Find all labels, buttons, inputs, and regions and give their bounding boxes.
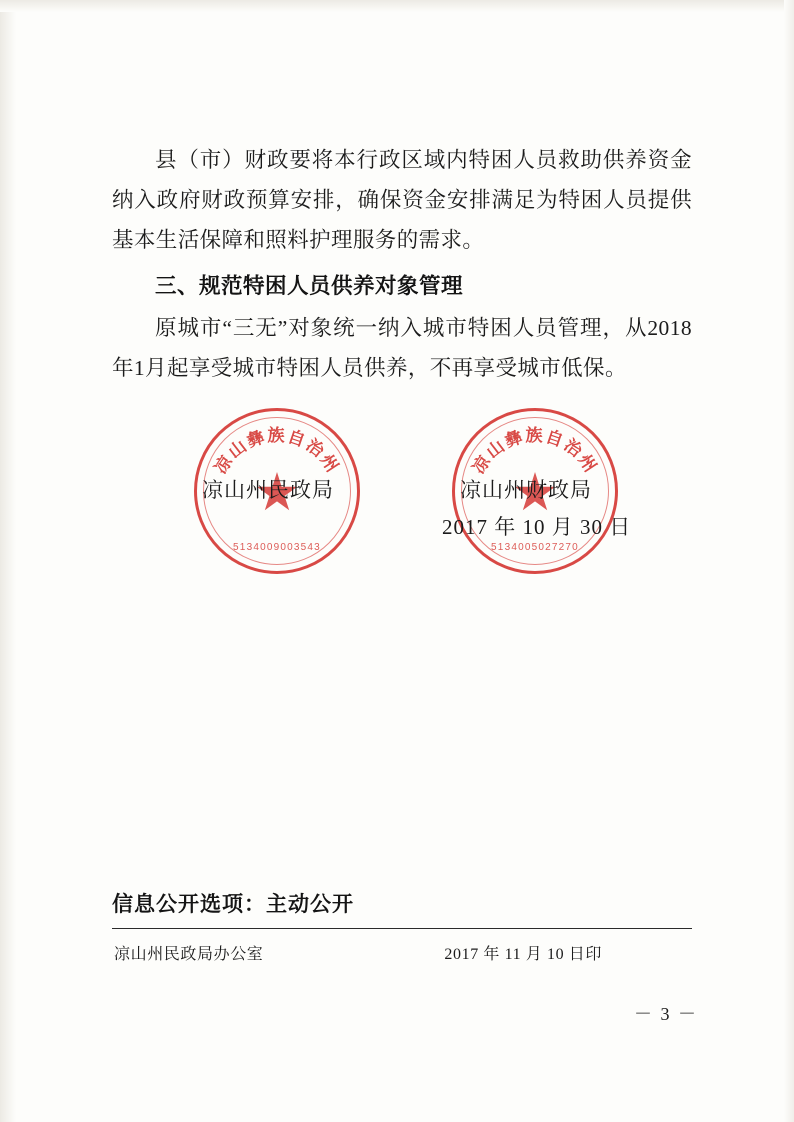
seal-code-right: 5134005027270 (491, 542, 579, 553)
scan-edge-right (784, 0, 794, 1122)
section-heading-three: 三、规范特困人员供养对象管理 (155, 274, 464, 298)
paragraph-san-wu: 原城市“三无”对象统一纳入城市特困人员管理，从2018年1月起享受城市特困人员供养，不再享受城市低保。 (112, 316, 692, 380)
footer-disclosure-option: 信息公开选项：主动公开 (112, 893, 354, 916)
seal-and-signature-area (112, 408, 692, 588)
svg-text:凉山彝族自治州 (468, 425, 601, 477)
page-number: － 3 － (634, 1004, 698, 1024)
footer-print-date: 2017 年 11 月 10 日印 (444, 946, 602, 963)
footer-meta-row (112, 929, 692, 964)
footer-issuing-office: 凉山州民政局办公室 (114, 946, 264, 963)
signature-org-civil-affairs: 凉山州民政局 (202, 478, 334, 502)
seal-arc-label-left: 凉山彝族自治州 (210, 426, 344, 478)
scan-edge-top (0, 0, 794, 12)
paragraph-funding: 县（市）财政要将本行政区域内特困人员救助供养资金纳入政府财政预算安排，确保资金安排满足为特困人员提供基本生活保障和照料护理服务的需求。 (112, 148, 692, 252)
document-footer (112, 888, 692, 964)
seal-code-left: 5134009003543 (233, 542, 321, 553)
document-body (112, 140, 692, 392)
svg-text:凉山彝族自治州 (210, 425, 343, 477)
signature-date: 2017 年 10 月 30 日 (442, 515, 632, 539)
scan-edge-left (0, 0, 16, 1122)
signature-org-finance: 凉山州财政局 (460, 478, 592, 502)
seal-arc-label-right: 凉山彝族自治州 (468, 426, 602, 478)
